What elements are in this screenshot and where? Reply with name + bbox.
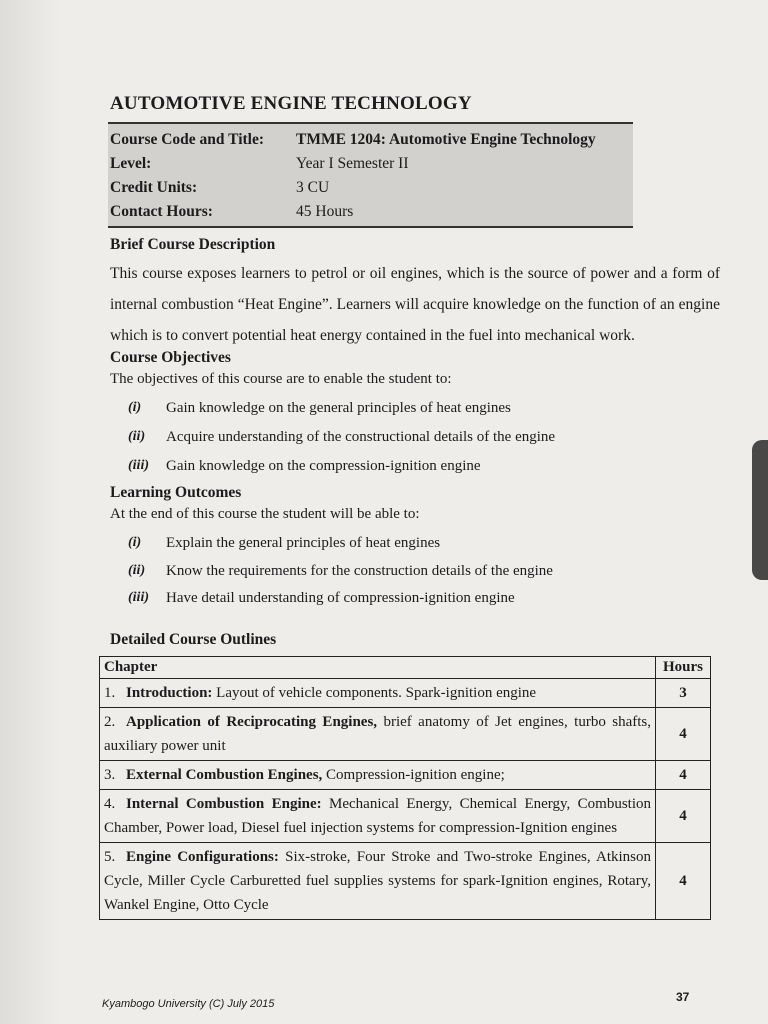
chapter-number: 1.	[104, 685, 116, 701]
chapter-cell	[100, 708, 656, 761]
page-number: 37	[676, 990, 690, 1004]
info-row-code	[110, 128, 633, 152]
outcomes-intro: At the end of this course the student will be able to:	[110, 506, 420, 522]
table-row	[100, 708, 711, 761]
item-text: Gain knowledge on the general principles of heat engines	[166, 400, 511, 416]
item-text: Explain the general principles of heat engines	[166, 535, 441, 551]
chapter-cell	[100, 790, 656, 843]
chapter-title: Application of Reciprocating Engines,	[126, 714, 378, 730]
info-row-hours	[110, 200, 633, 224]
item-number: (iii)	[128, 458, 149, 473]
chapter-cell	[100, 843, 656, 920]
chapter-column-header: Chapter	[100, 657, 656, 679]
table-row	[100, 761, 711, 790]
table-header-row	[100, 657, 711, 679]
info-row-level	[110, 152, 633, 176]
chapter-title: External Combustion Engines,	[126, 767, 323, 783]
table-row	[100, 843, 711, 920]
chapter-title: Introduction:	[126, 685, 213, 701]
info-value: Year I Semester II	[296, 155, 409, 172]
footer-text: Kyambogo University (C) July 2015	[102, 998, 275, 1010]
item-text: Gain knowledge on the compression-ignition engine	[166, 458, 481, 474]
chapter-cell	[100, 679, 656, 708]
chapter-number: 3.	[104, 767, 116, 783]
item-text: Have detail understanding of compression-ignition engine	[166, 590, 515, 606]
hours-cell: 4	[656, 790, 711, 843]
outcome-item	[128, 590, 515, 607]
objective-item	[128, 429, 555, 446]
item-number: (i)	[128, 400, 142, 415]
course-outline-table	[99, 656, 711, 920]
chapter-number: 4.	[104, 796, 116, 812]
item-text: Know the requirements for the construction details of the engine	[166, 563, 553, 579]
info-label: Course Code and Title:	[110, 131, 265, 148]
chapter-number: 2.	[104, 714, 116, 730]
info-row-credits	[110, 176, 633, 200]
info-value: 3 CU	[296, 179, 330, 196]
hours-cell: 3	[656, 679, 711, 708]
item-number: (i)	[128, 535, 142, 550]
item-text: Acquire understanding of the constructional details of the engine	[166, 429, 556, 445]
chapter-cell	[100, 761, 656, 790]
info-label: Credit Units:	[110, 179, 198, 196]
outcome-item	[128, 535, 440, 552]
info-value: 45 Hours	[296, 203, 354, 220]
outcome-item	[128, 563, 553, 580]
course-info-box	[108, 122, 633, 228]
description-text: This course exposes learners to petrol or oil engines, which is the source of power and a form of internal combustion “Heat Engine”. Learners will acquire knowledge on the function of an engine which is to convert potential heat energy contained in the fuel into mechanical work.	[110, 265, 720, 344]
objectives-intro: The objectives of this course are to enable the student to:	[110, 371, 452, 387]
hours-cell: 4	[656, 843, 711, 920]
chapter-title: Engine Configurations:	[126, 849, 279, 865]
chapter-topics: Compression-ignition engine;	[326, 767, 505, 783]
chapter-topics: Six-stroke, Four Stroke and Two-stroke Engines, Atkinson Cycle, Miller Cycle Carburetted fuel supplies systems for spark-Ignition engines, Rotary, Wankel Engine, Otto Cycle	[104, 849, 652, 913]
table-row	[100, 790, 711, 843]
outcomes-heading: Learning Outcomes	[110, 484, 242, 501]
outline-heading: Detailed Course Outlines	[110, 631, 277, 648]
hours-column-header: Hours	[656, 657, 711, 679]
chapter-topics: brief anatomy of Jet engines, turbo shafts, auxiliary power unit	[104, 714, 651, 754]
objectives-heading: Course Objectives	[110, 349, 231, 366]
info-label: Contact Hours:	[110, 203, 213, 220]
item-number: (ii)	[128, 429, 146, 444]
description-heading: Brief Course Description	[110, 236, 276, 253]
chapter-number: 5.	[104, 849, 116, 865]
objective-item	[128, 400, 511, 417]
info-label: Level:	[110, 155, 152, 172]
hours-cell: 4	[656, 761, 711, 790]
chapter-topics: Layout of vehicle components. Spark-ignition engine	[216, 685, 537, 701]
info-value: TMME 1204: Automotive Engine Technology	[296, 131, 596, 148]
hours-cell: 4	[656, 708, 711, 761]
chapter-topics: Mechanical Energy, Chemical Energy, Combustion Chamber, Power load, Diesel fuel injection systems for compression-Ignition engines	[104, 796, 651, 836]
objective-item	[128, 458, 481, 475]
chapter-title: Internal Combustion Engine:	[126, 796, 322, 812]
item-number: (ii)	[128, 563, 146, 578]
item-number: (iii)	[128, 590, 149, 605]
table-row	[100, 679, 711, 708]
document-title: AUTOMOTIVE ENGINE TECHNOLOGY	[110, 93, 472, 114]
